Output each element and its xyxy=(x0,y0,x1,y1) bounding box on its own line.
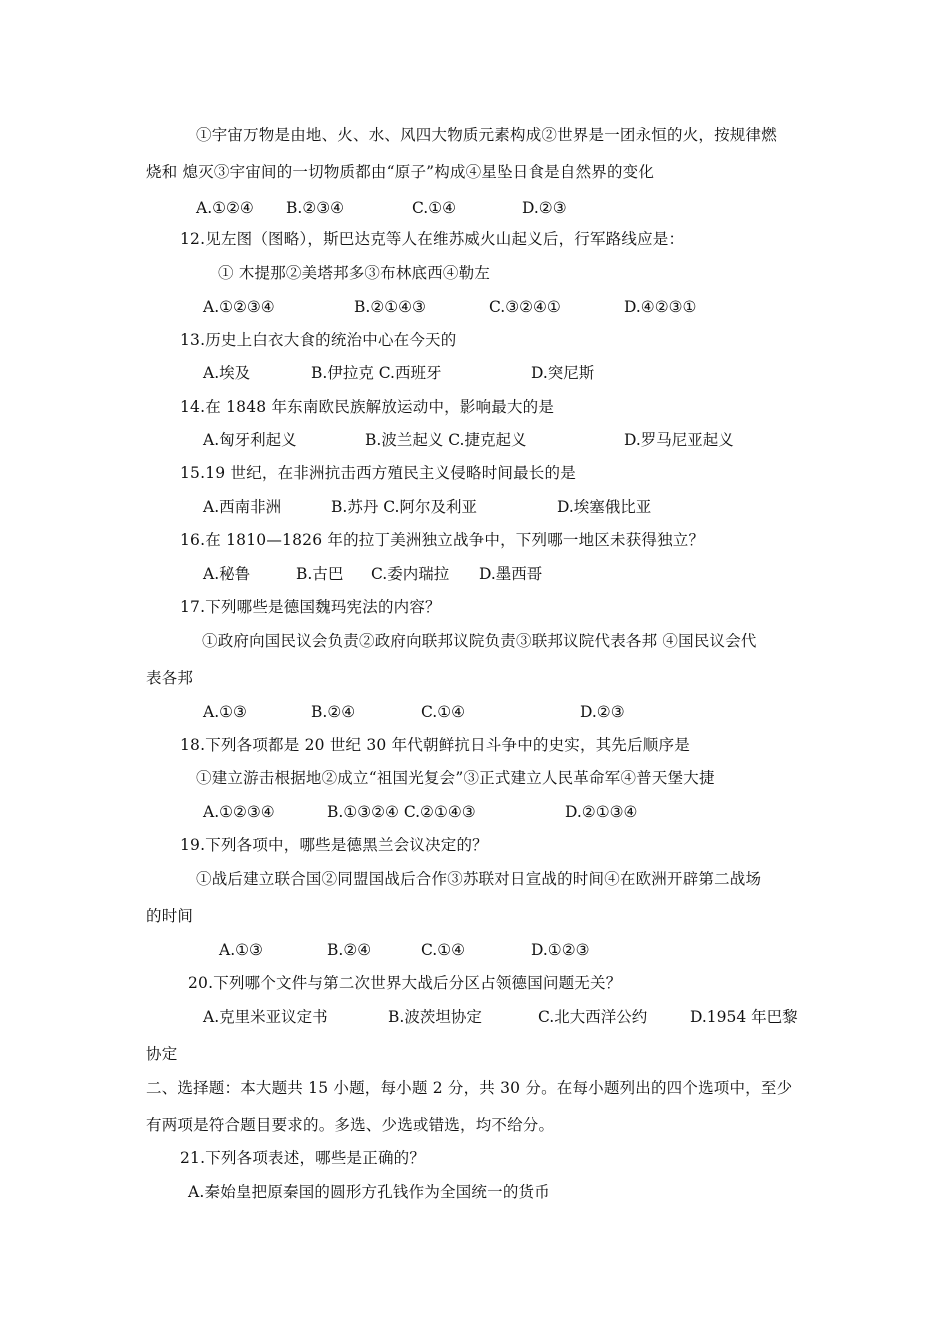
q19-option-a: A.①③ xyxy=(219,941,263,959)
q16-option-a: A.秘鲁 xyxy=(203,565,251,583)
q18-items: ①建立游击根据地②成立“祖国光复会”③正式建立人民革命军④普天堡大捷 xyxy=(196,769,715,787)
section-2-heading-line-2: 有两项是符合题目要求的。多选、少选或错选，均不给分。 xyxy=(146,1116,555,1134)
q20-option-d: D.1954 年巴黎 xyxy=(690,1008,798,1026)
q17-option-a: A.①③ xyxy=(203,703,247,721)
q12-option-d: D.④②③① xyxy=(624,298,697,316)
q17-items-cont: 表各邦 xyxy=(146,669,194,687)
q14-option-bc: B.波兰起义 C.捷克起义 xyxy=(365,431,527,449)
q11-option-b: B.②③④ xyxy=(286,199,345,217)
q12-items: ① 木提那②美塔邦多③布林底西④勒左 xyxy=(218,264,491,282)
q15-option-d: D.埃塞俄比亚 xyxy=(557,498,652,516)
q13-option-a: A.埃及 xyxy=(203,364,251,382)
q11-option-c: C.①④ xyxy=(412,199,457,217)
q17-option-b: B.②④ xyxy=(311,703,356,721)
q20-stem: 20.下列哪个文件与第二次世界大战后分区占领德国问题无关？ xyxy=(188,974,622,992)
q15-option-bc: B.苏丹 C.阿尔及利亚 xyxy=(331,498,477,516)
q18-option-a: A.①②③④ xyxy=(203,803,275,821)
q11-option-a: A.①②④ xyxy=(196,199,254,217)
q18-option-bc: B.①③②④ C.②①④③ xyxy=(327,803,476,821)
q11-option-d: D.②③ xyxy=(522,199,567,217)
q13-option-d: D.突尼斯 xyxy=(531,364,595,382)
q19-items: ①战后建立联合国②同盟国战后合作③苏联对日宣战的时间④在欧洲开辟第二战场 xyxy=(196,870,762,888)
q12-option-c: C.③②④① xyxy=(489,298,561,316)
q20-option-b: B.波茨坦协定 xyxy=(388,1008,482,1026)
q16-option-d: D.墨西哥 xyxy=(479,565,543,583)
q20-option-d-cont: 协定 xyxy=(146,1045,178,1063)
q11-statement-line-1: ①宇宙万物是由地、火、水、风四大物质元素构成②世界是一团永恒的火，按规律燃 xyxy=(196,126,777,144)
q11-statement-line-2: 烧和 熄灭③宇宙间的一切物质都由“原子”构成④星坠日食是自然界的变化 xyxy=(146,163,655,181)
q14-option-a: A.匈牙利起义 xyxy=(203,431,297,449)
q16-option-b: B.古巴 xyxy=(296,565,344,583)
q12-option-a: A.①②③④ xyxy=(203,298,275,316)
q18-option-d: D.②①③④ xyxy=(565,803,638,821)
q19-items-cont: 的时间 xyxy=(146,907,194,925)
q17-stem: 17.下列哪些是德国魏玛宪法的内容？ xyxy=(180,598,441,616)
q14-stem: 14.在 1848 年东南欧民族解放运动中，影响最大的是 xyxy=(180,398,555,416)
q21-stem: 21.下列各项表述，哪些是正确的？ xyxy=(180,1149,426,1167)
section-2-heading-line-1: 二、选择题：本大题共 15 小题，每小题 2 分，共 30 分。在每小题列出的四个选项中，至少 xyxy=(146,1079,793,1097)
q20-option-c: C.北大西洋公约 xyxy=(538,1008,648,1026)
q18-stem: 18.下列各项都是 20 世纪 30 年代朝鲜抗日斗争中的史实，其先后顺序是 xyxy=(180,736,690,754)
q19-stem: 19.下列各项中，哪些是德黑兰会议决定的？ xyxy=(180,836,488,854)
q19-option-c: C.①④ xyxy=(421,941,466,959)
q17-option-c: C.①④ xyxy=(421,703,466,721)
q17-option-d: D.②③ xyxy=(580,703,625,721)
q16-option-c: C.委内瑞拉 xyxy=(371,565,450,583)
q15-stem: 15.19 世纪，在非洲抗击西方殖民主义侵略时间最长的是 xyxy=(180,464,576,482)
q16-stem: 16.在 1810—1826 年的拉丁美洲独立战争中，下列哪一地区未获得独立？ xyxy=(180,531,705,549)
q20-option-a: A.克里米亚议定书 xyxy=(203,1008,328,1026)
q19-option-b: B.②④ xyxy=(327,941,372,959)
q19-option-d: D.①②③ xyxy=(531,941,590,959)
q17-items: ①政府向国民议会负责②政府向联邦议院负责③联邦议院代表各邦 ④国民议会代 xyxy=(202,632,757,650)
q21-option-a: A.秦始皇把原秦国的圆形方孔钱作为全国统一的货币 xyxy=(188,1183,550,1201)
q13-option-bc: B.伊拉克 C.西班牙 xyxy=(311,364,442,382)
q12-stem: 12.见左图（图略），斯巴达克等人在维苏威火山起义后，行军路线应是： xyxy=(180,230,685,248)
q13-stem: 13.历史上白衣大食的统治中心在今天的 xyxy=(180,331,457,349)
q15-option-a: A.西南非洲 xyxy=(203,498,282,516)
q14-option-d: D.罗马尼亚起义 xyxy=(624,431,734,449)
q12-option-b: B.②①④③ xyxy=(354,298,426,316)
